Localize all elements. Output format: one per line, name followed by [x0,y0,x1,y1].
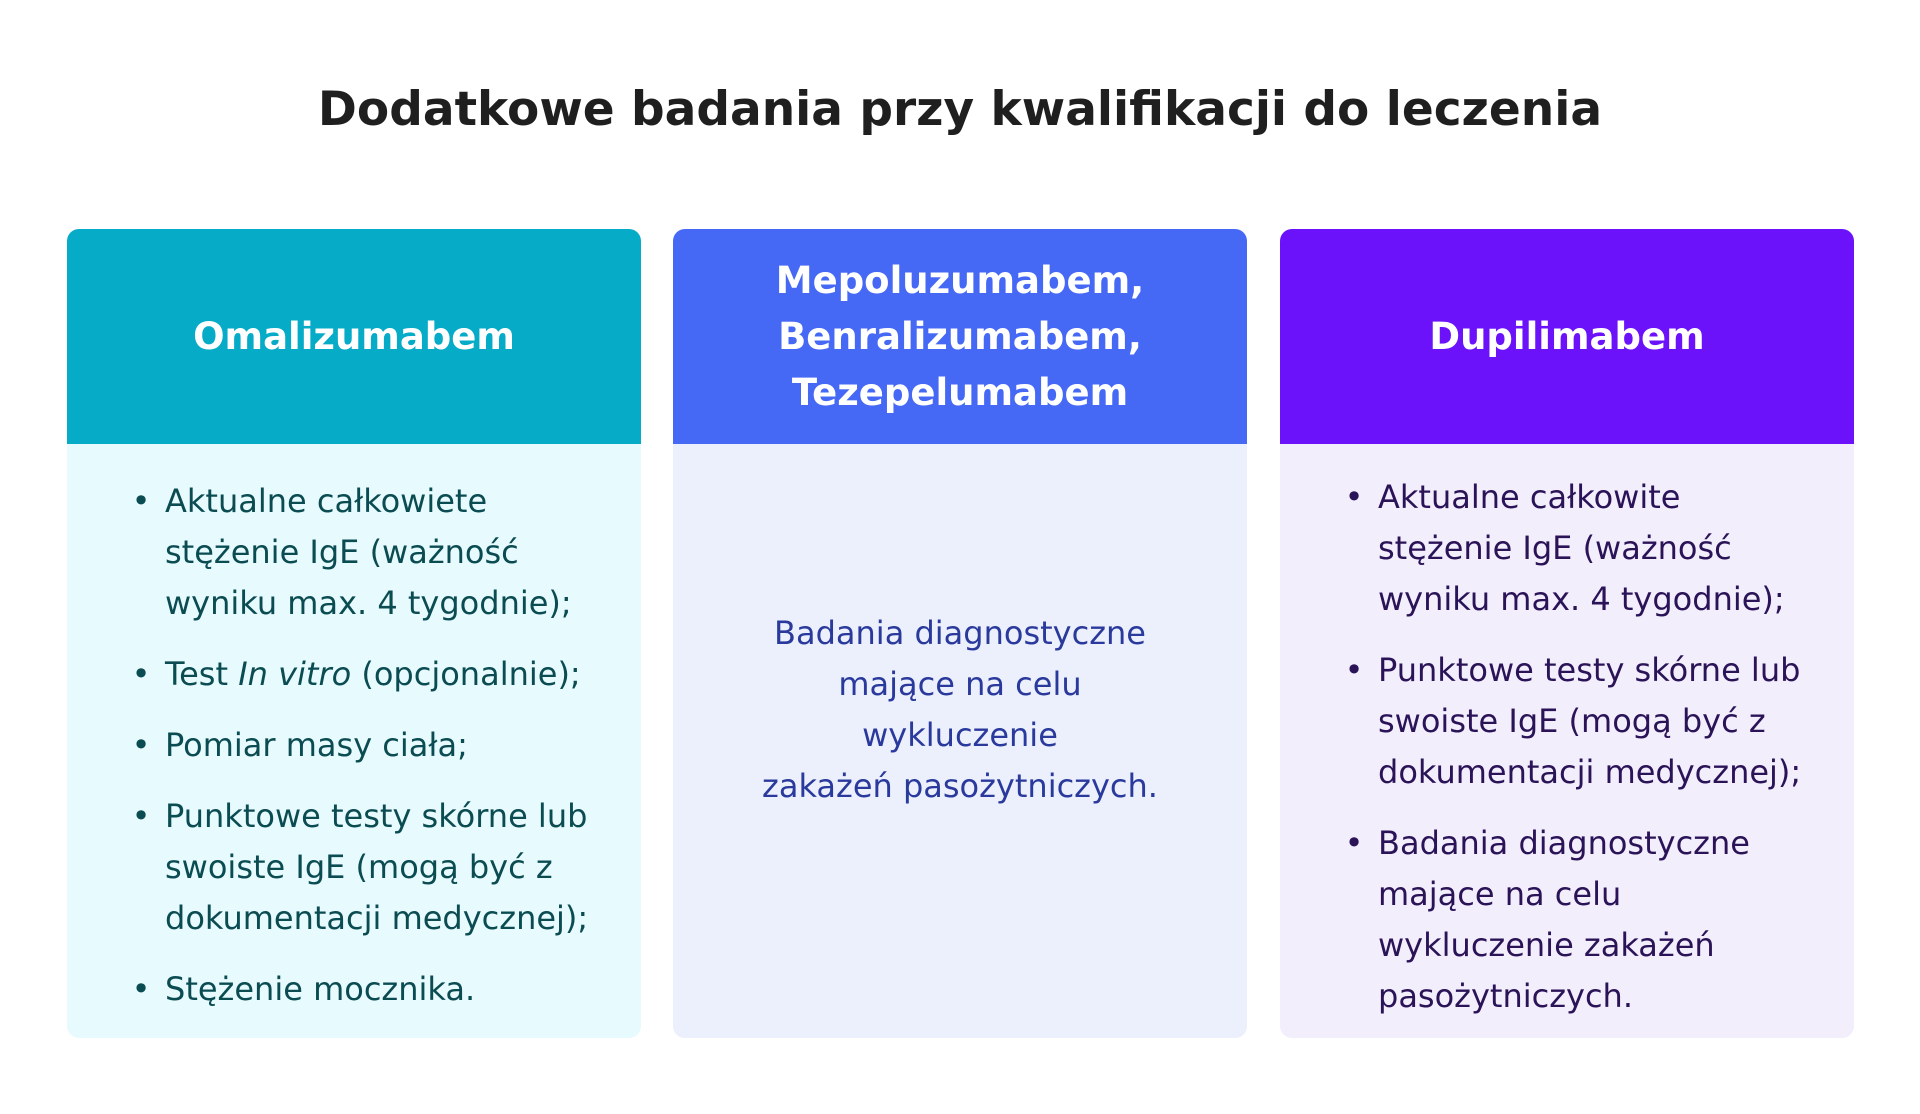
column-omalizumabem [67,229,641,1038]
bullet-icon: • [1344,478,1364,516]
item-line: Aktualne całkowiete [165,482,488,520]
item-line: Stężenie mocznika. [165,970,476,1008]
bullet-icon: • [131,726,151,764]
column-header-mepoluzumabem [673,229,1247,444]
text-line: Badania diagnostyczne [774,614,1146,652]
list-item [131,964,601,1015]
text-line: mające na celu wykluczenie [838,665,1082,754]
item-text: Test [165,655,239,693]
list-item [1344,472,1814,625]
bullet-icon: • [131,970,151,1008]
item-line: dokumentacji medycznej); [165,899,589,937]
column-body-omalizumabem [67,444,641,1038]
item-line: mające na celu [1378,875,1622,913]
column-body-mepoluzumabem [673,444,1247,1038]
header-line: Mepoluzumabem, [775,258,1145,302]
header-line: Benralizumabem, [778,314,1142,358]
requirements-list [1280,444,1854,1022]
item-line: dokumentacji medycznej); [1378,753,1802,791]
item-line: Punktowe testy skórne lub [165,797,588,835]
list-item [1344,645,1814,798]
column-dupilimabem [1280,229,1854,1038]
item-text-italic: In vitro [238,655,352,693]
list-item [131,791,601,944]
page-title: Dodatkowe badania przy kwalifikacji do leczenia [317,82,1603,137]
item-line: wyniku max. 4 tygodnie); [1378,580,1785,618]
list-item [1344,818,1814,1022]
item-text: (opcjonalnie); [351,655,581,693]
item-line: stężenie IgE (ważność [165,533,519,571]
list-item [131,649,601,700]
list-item [131,476,601,629]
item-line: wykluczenie zakażeń [1378,926,1715,964]
bullet-icon: • [131,482,151,520]
bullet-icon: • [1344,651,1364,689]
bullet-icon: • [131,797,151,835]
item-line: Aktualne całkowite [1378,478,1681,516]
item-line: pasożytniczych. [1378,977,1633,1015]
diagnostic-description [740,608,1180,812]
item-line: stężenie IgE (ważność [1378,529,1732,567]
item-line: wyniku max. 4 tygodnie); [165,584,572,622]
item-line: Pomiar masy ciała; [165,726,468,764]
column-body-dupilimabem [1280,444,1854,1038]
bullet-icon: • [1344,824,1364,862]
column-mepoluzumabem [673,229,1247,1038]
header-line: Omalizumabem [193,314,515,358]
column-header-dupilimabem [1280,229,1854,444]
item-line: Badania diagnostyczne [1378,824,1750,862]
item-line: swoiste IgE (mogą być z [165,848,553,886]
item-line: swoiste IgE (mogą być z [1378,702,1766,740]
item-line: Punktowe testy skórne lub [1378,651,1801,689]
header-line: Tezepelumabem [791,370,1129,414]
list-item [131,720,601,771]
text-line: zakażeń pasożytniczych. [762,767,1158,805]
bullet-icon: • [131,655,151,693]
header-line: Dupilimabem [1429,314,1705,358]
column-header-omalizumabem [67,229,641,444]
requirements-list [67,444,641,1015]
